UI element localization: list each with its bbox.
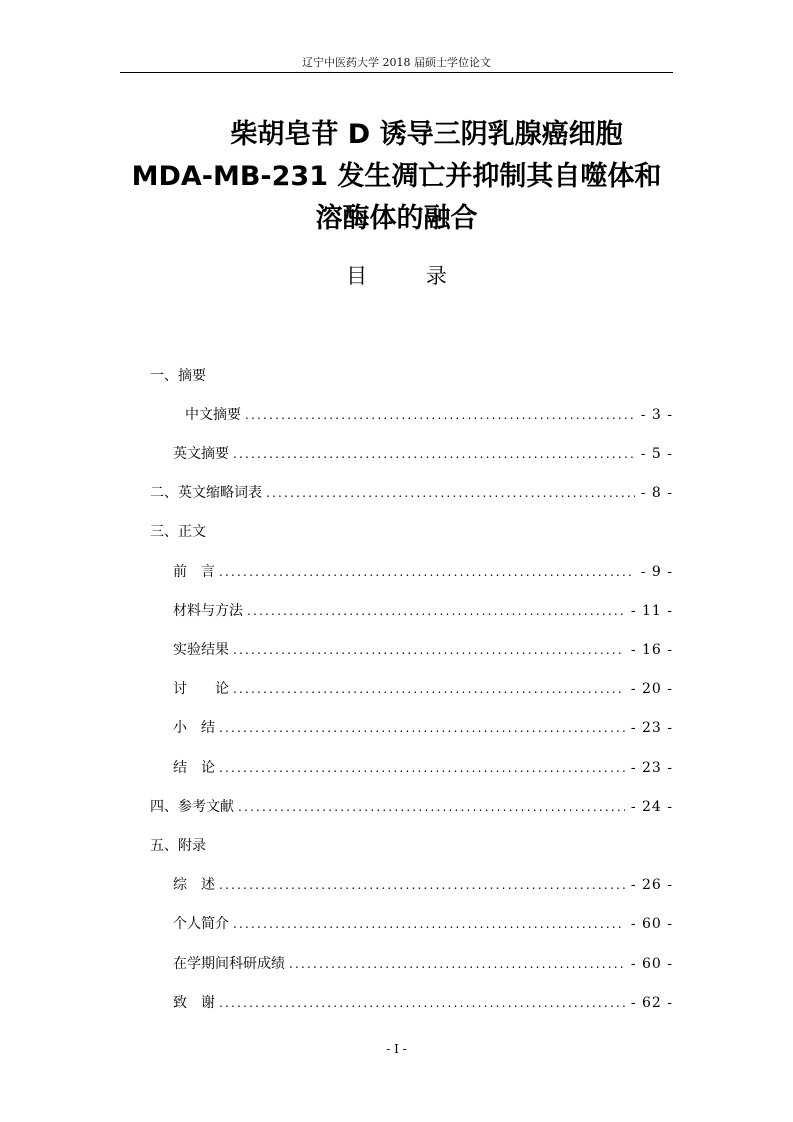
- toc-label: 综 述: [173, 877, 215, 893]
- title-line-2: MDA-MB-231 发生凋亡并抑制其自噬体和: [131, 161, 662, 192]
- toc-label: 三、正文: [150, 524, 206, 540]
- toc-leader-dots: [238, 795, 625, 819]
- toc-leader-dots: [233, 677, 625, 701]
- toc-label: 英文摘要: [173, 446, 229, 462]
- toc-leader-dots: [266, 481, 635, 505]
- toc-leader-dots: [219, 716, 625, 740]
- toc-entry-discussion[interactable]: [173, 677, 673, 701]
- toc-page-number: - 62 -: [630, 995, 673, 1011]
- toc-leader-dots: [219, 756, 625, 780]
- toc-label: 一、摘要: [150, 368, 206, 384]
- toc-page-number: - 60 -: [630, 916, 673, 932]
- title-line-3: 溶酶体的融合: [315, 203, 478, 234]
- toc-label: 致 谢: [173, 995, 215, 1011]
- toc-label: 小 结: [173, 720, 215, 736]
- toc-entry-results[interactable]: [173, 638, 673, 662]
- toc-section-abstract[interactable]: [150, 364, 206, 388]
- toc-leader-dots: [233, 912, 625, 936]
- running-header: 辽宁中医药大学 2018 届硕士学位论文: [302, 56, 491, 69]
- toc-entry-abbreviations[interactable]: [150, 481, 673, 505]
- toc-entry-preface[interactable]: [173, 560, 673, 584]
- toc-section-appendix[interactable]: [150, 834, 206, 858]
- toc-leader-dots: [247, 599, 625, 623]
- toc-page-number: - 24 -: [630, 799, 673, 815]
- title-line-1: 柴胡皂苷 D 诱导三阴乳腺癌细胞: [230, 119, 623, 150]
- toc-heading: 目 录: [346, 264, 473, 288]
- page-number-footer: - I -: [386, 1042, 407, 1056]
- toc-entry-methods[interactable]: [173, 599, 673, 623]
- toc-label: 讨 论: [173, 681, 229, 697]
- toc-leader-dots: [219, 873, 625, 897]
- toc-label: 前 言: [173, 564, 215, 580]
- toc-leader-dots: [219, 991, 625, 1015]
- toc-label: 结 论: [173, 760, 215, 776]
- toc-label: 中文摘要: [185, 407, 241, 423]
- toc-entry-bio[interactable]: [173, 912, 673, 936]
- toc-section-main-text[interactable]: [150, 520, 206, 544]
- toc-page-number: - 26 -: [630, 877, 673, 893]
- toc-leader-dots: [233, 442, 635, 466]
- toc-entry-conclusion[interactable]: [173, 756, 673, 780]
- toc-page-number: - 8 -: [640, 485, 673, 501]
- toc-page-number: - 9 -: [640, 564, 673, 580]
- header-rule: [120, 72, 673, 73]
- toc-entry-achievements[interactable]: [173, 952, 673, 976]
- toc-page-number: - 23 -: [630, 720, 673, 736]
- toc-label: 个人简介: [173, 916, 229, 932]
- toc-leader-dots: [289, 952, 625, 976]
- toc-leader-dots: [219, 560, 635, 584]
- toc-page-number: - 60 -: [630, 956, 673, 972]
- toc-label: 在学期间科研成绩: [173, 956, 285, 972]
- toc-page-number: - 20 -: [630, 681, 673, 697]
- toc-entry-review[interactable]: [173, 873, 673, 897]
- toc-entry-summary[interactable]: [173, 716, 673, 740]
- toc-label: 五、附录: [150, 838, 206, 854]
- toc-entry-references[interactable]: [150, 795, 673, 819]
- toc-entry-acknowledgements[interactable]: [173, 991, 673, 1015]
- toc-label: 四、参考文献: [150, 799, 234, 815]
- thesis-title: [60, 114, 733, 240]
- toc-leader-dots: [245, 403, 635, 427]
- toc-entry-abstract-cn[interactable]: [185, 403, 673, 427]
- toc-label: 实验结果: [173, 642, 229, 658]
- toc-label: 材料与方法: [173, 603, 243, 619]
- toc-entry-abstract-en[interactable]: [173, 442, 673, 466]
- toc-page-number: - 3 -: [640, 407, 673, 423]
- toc-leader-dots: [233, 638, 625, 662]
- toc-label: 二、英文缩略词表: [150, 485, 262, 501]
- toc-page-number: - 16 -: [630, 642, 673, 658]
- toc-page-number: - 11 -: [630, 603, 673, 619]
- toc-page-number: - 23 -: [630, 760, 673, 776]
- toc-page-number: - 5 -: [640, 446, 673, 462]
